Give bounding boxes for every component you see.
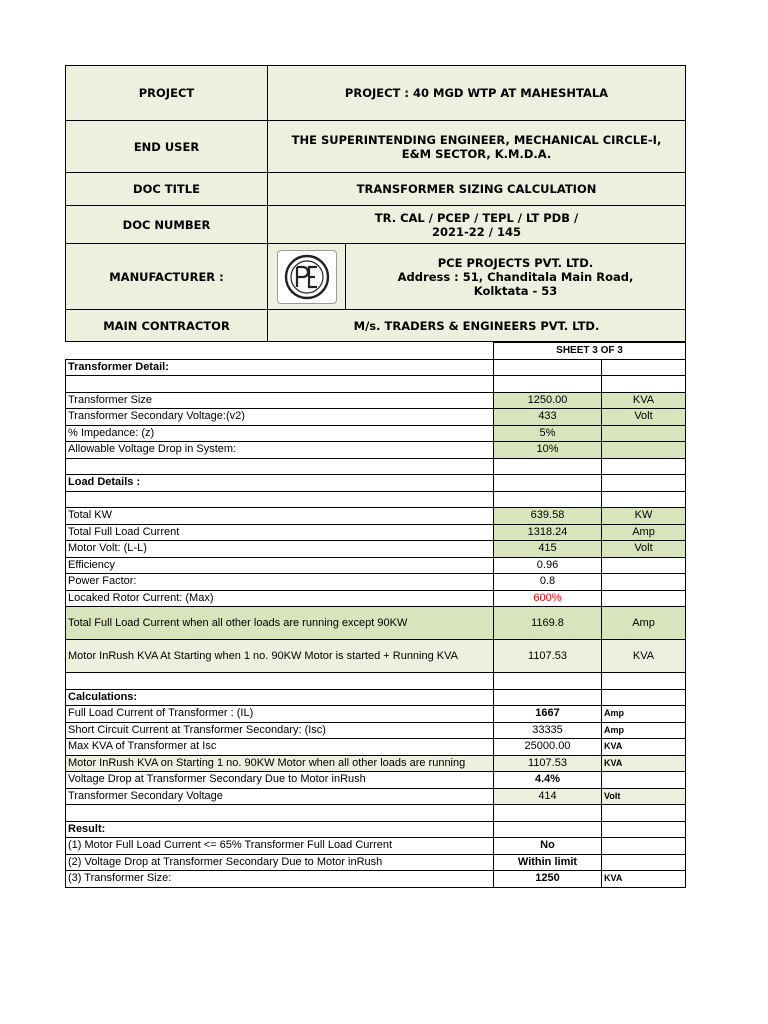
row-unit: Volt xyxy=(602,541,686,558)
table-row xyxy=(66,788,686,805)
table-row xyxy=(66,541,686,558)
blank-row xyxy=(66,458,686,475)
header-label: DOC NUMBER xyxy=(66,206,268,244)
table-row xyxy=(66,640,686,673)
table-row xyxy=(66,409,686,426)
manufacturer-details xyxy=(346,244,686,310)
row-value: 0.96 xyxy=(494,557,602,574)
blank-row xyxy=(66,805,686,822)
header-value: PROJECT : 40 MGD WTP AT MAHESHTALA xyxy=(268,66,686,121)
row-unit xyxy=(602,838,686,855)
table-row xyxy=(66,574,686,591)
row-label: Motor Volt: (L-L) xyxy=(66,541,494,558)
sheet-row xyxy=(66,343,686,360)
row-unit: KVA xyxy=(602,871,686,888)
table-row xyxy=(66,772,686,789)
table-row xyxy=(66,607,686,640)
row-label: Voltage Drop at Transformer Secondary Due to Motor inRush xyxy=(66,772,494,789)
row-label: (1) Motor Full Load Current <= 65% Transformer Full Load Current xyxy=(66,838,494,855)
table-row xyxy=(66,425,686,442)
table-row xyxy=(66,442,686,459)
row-unit: Amp xyxy=(602,524,686,541)
header-label: PROJECT xyxy=(66,66,268,121)
blank-row xyxy=(66,376,686,393)
section-heading: Calculations: xyxy=(66,689,494,706)
header-label: END USER xyxy=(66,121,268,173)
row-label: Total Full Load Current when all other loads are running except 90KW xyxy=(66,607,494,640)
row-label: Total KW xyxy=(66,508,494,525)
row-unit: KVA xyxy=(602,755,686,772)
document-header xyxy=(65,65,686,342)
pce-logo-icon xyxy=(277,250,337,304)
header-value: M/s. TRADERS & ENGINEERS PVT. LTD. xyxy=(268,310,686,342)
table-row xyxy=(66,508,686,525)
row-value: 25000.00 xyxy=(494,739,602,756)
blank-row xyxy=(66,673,686,690)
row-label: (2) Voltage Drop at Transformer Secondary Due to Motor inRush xyxy=(66,854,494,871)
row-value: 1318.24 xyxy=(494,524,602,541)
row-label: Max KVA of Transformer at Isc xyxy=(66,739,494,756)
sheet-label: SHEET 3 OF 3 xyxy=(494,343,686,360)
section-heading-row xyxy=(66,821,686,838)
row-value: 1107.53 xyxy=(494,640,602,673)
row-value: 433 xyxy=(494,409,602,426)
row-unit xyxy=(602,557,686,574)
table-row xyxy=(66,755,686,772)
row-unit: Volt xyxy=(602,409,686,426)
manufacturer-company: PCE PROJECTS PVT. LTD. xyxy=(437,255,594,270)
row-label: Efficiency xyxy=(66,557,494,574)
row-unit: Amp xyxy=(602,607,686,640)
row-label: (3) Transformer Size: xyxy=(66,871,494,888)
section-heading: Load Details : xyxy=(66,475,494,492)
header-row-project xyxy=(66,66,686,121)
row-value: 1250 xyxy=(494,871,602,888)
row-value: 4.4% xyxy=(494,772,602,789)
table-row xyxy=(66,524,686,541)
row-value: 415 xyxy=(494,541,602,558)
doc-number-line1: TR. CAL / PCEP / TEPL / LT PDB / xyxy=(374,210,579,225)
table-row xyxy=(66,739,686,756)
row-label: % Impedance: (z) xyxy=(66,425,494,442)
table-row xyxy=(66,871,686,888)
row-label: Locaked Rotor Current: (Max) xyxy=(66,590,494,607)
row-label: Transformer Secondary Voltage xyxy=(66,788,494,805)
row-value: No xyxy=(494,838,602,855)
blank-row xyxy=(66,491,686,508)
row-unit xyxy=(602,772,686,789)
row-value: 10% xyxy=(494,442,602,459)
row-unit xyxy=(602,574,686,591)
section-heading: Transformer Detail: xyxy=(66,359,494,376)
table-row xyxy=(66,722,686,739)
table-row xyxy=(66,392,686,409)
row-label: Total Full Load Current xyxy=(66,524,494,541)
row-label: Motor InRush KVA At Starting when 1 no. 90KW Motor is started + Running KVA xyxy=(66,640,494,673)
row-unit xyxy=(602,854,686,871)
row-value: 1169.8 xyxy=(494,607,602,640)
row-unit xyxy=(602,590,686,607)
section-heading-row xyxy=(66,475,686,492)
row-unit: Amp xyxy=(602,706,686,723)
row-unit: KVA xyxy=(602,640,686,673)
row-label: Short Circuit Current at Transformer Secondary: (Isc) xyxy=(66,722,494,739)
table-row xyxy=(66,557,686,574)
header-row-manufacturer xyxy=(66,244,686,310)
table-row xyxy=(66,706,686,723)
row-unit: KW xyxy=(602,508,686,525)
manufacturer-address-line2: Kolktata - 53 xyxy=(473,283,558,298)
row-value: 639.58 xyxy=(494,508,602,525)
section-heading-row xyxy=(66,689,686,706)
row-value: 33335 xyxy=(494,722,602,739)
row-value: Within limit xyxy=(494,854,602,871)
row-label: Transformer Secondary Voltage:(v2) xyxy=(66,409,494,426)
doc-number-line2: 2021-22 / 145 xyxy=(432,224,521,239)
table-row xyxy=(66,590,686,607)
row-label: Transformer Size xyxy=(66,392,494,409)
row-value: 5% xyxy=(494,425,602,442)
header-row-end-user xyxy=(66,121,686,173)
row-label: Full Load Current of Transformer : (IL) xyxy=(66,706,494,723)
calculation-table xyxy=(65,342,686,888)
row-value: 1250.00 xyxy=(494,392,602,409)
header-row-doc-title xyxy=(66,173,686,206)
row-value: 1667 xyxy=(494,706,602,723)
header-value: THE SUPERINTENDING ENGINEER, MECHANICAL CIRCLE-I, E&M SECTOR, K.M.D.A. xyxy=(268,121,686,173)
row-unit: Amp xyxy=(602,722,686,739)
row-unit xyxy=(602,442,686,459)
logo-cell xyxy=(268,244,346,310)
row-value: 0.8 xyxy=(494,574,602,591)
row-label: Allowable Voltage Drop in System: xyxy=(66,442,494,459)
table-row xyxy=(66,854,686,871)
manufacturer-address-line1: Address : 51, Chanditala Main Road, xyxy=(397,269,634,284)
row-value: 414 xyxy=(494,788,602,805)
calculation-sheet xyxy=(65,65,685,888)
section-heading: Result: xyxy=(66,821,494,838)
row-label: Motor InRush KVA on Starting 1 no. 90KW Motor when all other loads are running xyxy=(66,755,494,772)
section-heading-row xyxy=(66,359,686,376)
row-value: 600% xyxy=(494,590,602,607)
row-unit: KVA xyxy=(602,739,686,756)
table-row xyxy=(66,838,686,855)
row-label: Power Factor: xyxy=(66,574,494,591)
header-label: DOC TITLE xyxy=(66,173,268,206)
header-label: MANUFACTURER : xyxy=(66,244,268,310)
header-value xyxy=(268,206,686,244)
header-row-doc-number xyxy=(66,206,686,244)
header-value: TRANSFORMER SIZING CALCULATION xyxy=(268,173,686,206)
row-unit: Volt xyxy=(602,788,686,805)
row-unit xyxy=(602,425,686,442)
row-unit: KVA xyxy=(602,392,686,409)
row-value: 1107.53 xyxy=(494,755,602,772)
header-row-main-contractor xyxy=(66,310,686,342)
header-label: MAIN CONTRACTOR xyxy=(66,310,268,342)
